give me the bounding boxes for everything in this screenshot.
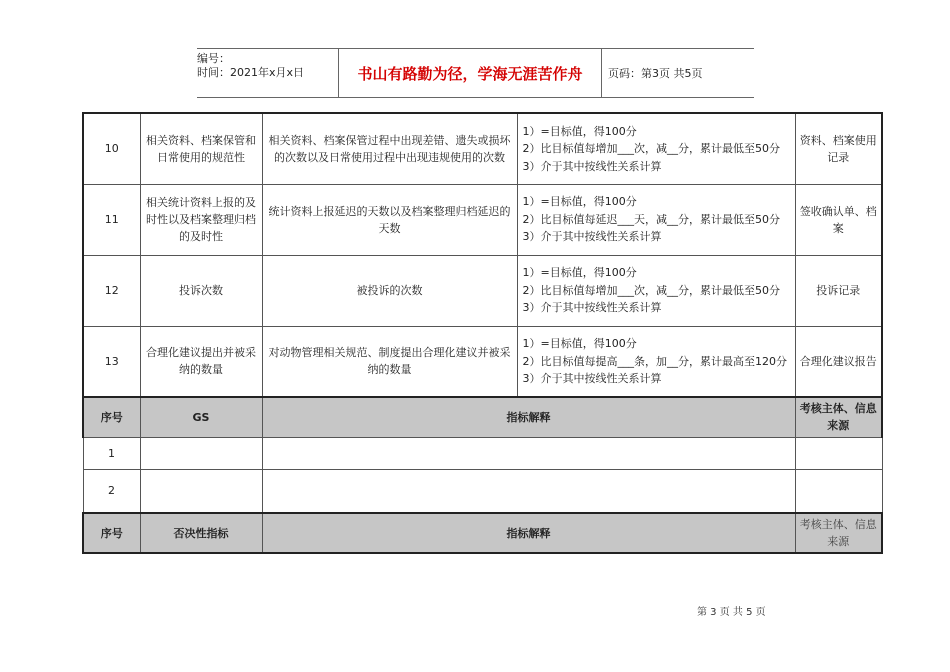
indicator-definition: 统计资料上报延迟的天数以及档案整理归档延迟的天数	[262, 184, 517, 255]
row-number: 12	[83, 255, 140, 326]
header-motto: 书山有路勤为径，学海无涯苦作舟	[339, 49, 602, 97]
table-row	[83, 437, 882, 469]
veto-header-explain: 指标解释	[262, 513, 795, 553]
time-label: 时间：2021年x月x日	[197, 66, 305, 79]
table-row	[83, 255, 882, 326]
indicator-name: 投诉次数	[140, 255, 262, 326]
veto-header-source: 考核主体、信息来源	[795, 513, 882, 553]
row-number: 10	[83, 113, 140, 184]
indicator-name: 相关资料、档案保管和日常使用的规范性	[140, 113, 262, 184]
rule-line: 3）介于其中按线性关系计算	[522, 372, 662, 385]
scoring-rules	[517, 184, 795, 255]
number-label: 编号：	[197, 52, 230, 65]
rule-line: 2）比目标值每增加___次，减__分，累计最低至50分	[522, 142, 780, 155]
gs-header-name: GS	[140, 397, 262, 437]
gs-name-cell	[140, 469, 262, 513]
row-number: 2	[83, 469, 140, 513]
page-footer: 第 3 页 共 5 页	[697, 607, 766, 618]
gs-explain-cell	[262, 469, 795, 513]
table-row	[83, 326, 882, 397]
scoring-rules	[517, 326, 795, 397]
header-meta	[197, 49, 339, 97]
kpi-table	[82, 112, 883, 554]
rule-line: 2）比目标值每提高___条，加__分，累计最高至120分	[522, 354, 787, 368]
table-row	[83, 469, 882, 513]
gs-explain-cell	[262, 437, 795, 469]
row-number: 1	[83, 437, 140, 469]
header-page-info: 页码：第3页 共5页	[608, 67, 703, 80]
indicator-name: 合理化建议提出并被采纳的数量	[140, 326, 262, 397]
indicator-definition: 对动物管理相关规范、制度提出合理化建议并被采纳的数量	[262, 326, 517, 397]
gs-header-row	[83, 397, 882, 437]
gs-header-no: 序号	[83, 397, 140, 437]
gs-header-explain: 指标解释	[262, 397, 795, 437]
info-source: 资料、档案使用记录	[795, 113, 882, 184]
rule-line: 2）比目标值每增加___次，减__分，累计最低至50分	[522, 283, 780, 297]
row-number: 13	[83, 326, 140, 397]
table-row	[83, 184, 882, 255]
gs-name-cell	[140, 437, 262, 469]
gs-source-cell	[795, 469, 882, 513]
rule-line: 1）=目标值，得100分	[522, 124, 637, 138]
row-number: 11	[83, 184, 140, 255]
rule-line: 1）=目标值，得100分	[522, 266, 637, 280]
info-source: 签收确认单、档案	[795, 184, 882, 255]
rule-line: 2）比目标值每延迟___天，减__分，累计最低至50分	[522, 212, 780, 226]
rule-line: 3）介于其中按线性关系计算	[522, 159, 662, 173]
table-row	[83, 113, 882, 184]
veto-header-name: 否决性指标	[140, 513, 262, 553]
rule-line: 1）=目标值，得100分	[522, 337, 637, 350]
scoring-rules	[517, 255, 795, 326]
veto-header-row	[83, 513, 882, 553]
indicator-name: 相关统计资料上报的及时性以及档案整理归档的及时性	[140, 184, 262, 255]
indicator-definition: 相关资料、档案保管过程中出现差错、遗失或损坏的次数以及日常使用过程中出现违规使用的次数	[262, 113, 517, 184]
gs-source-cell	[795, 437, 882, 469]
page-header	[197, 48, 754, 98]
gs-header-source: 考核主体、信息来源	[795, 397, 882, 437]
rule-line: 1）=目标值，得100分	[522, 195, 637, 209]
rule-line: 3）介于其中按线性关系计算	[522, 230, 662, 244]
indicator-definition: 被投诉的次数	[262, 255, 517, 326]
info-source: 投诉记录	[795, 255, 882, 326]
veto-header-no: 序号	[83, 513, 140, 553]
scoring-rules	[517, 113, 795, 184]
info-source: 合理化建议报告	[795, 326, 882, 397]
rule-line: 3）介于其中按线性关系计算	[522, 301, 662, 315]
